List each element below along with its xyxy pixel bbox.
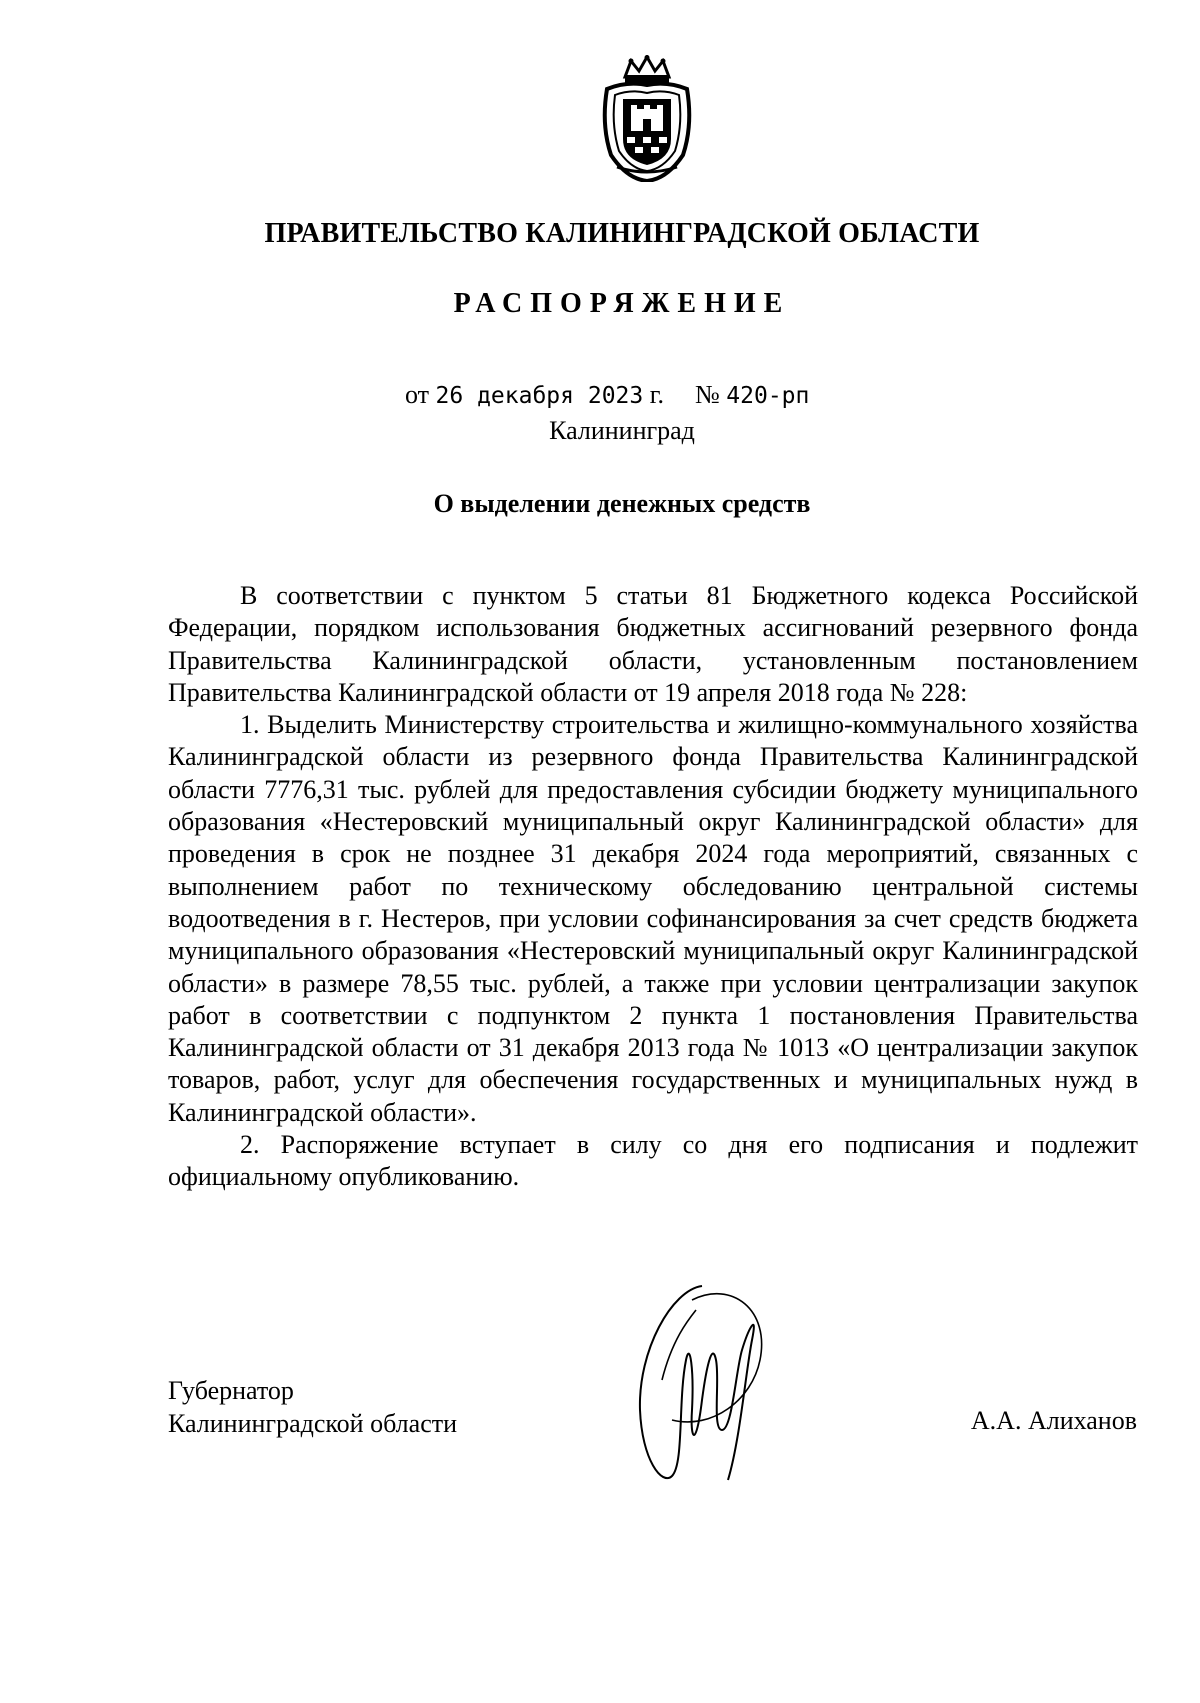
position-line-2: Калининградской области [168, 1409, 458, 1438]
document-body [168, 580, 1138, 1194]
handwritten-signature-icon [632, 1280, 772, 1490]
city: Калининград [549, 416, 695, 445]
signatory-name: А.А. Алиханов [970, 1406, 1137, 1435]
item-2-paragraph: 2. Распоряжение вступает в силу со дня его подписания и подлежит официальному опубликованию. [168, 1130, 1138, 1192]
year-suffix: г. [649, 380, 664, 409]
date-prefix: от [405, 380, 430, 409]
document-type: РАСПОРЯЖЕНИЕ [453, 288, 791, 319]
number-prefix: № [694, 380, 720, 409]
preamble-paragraph: В соответствии с пунктом 5 статьи 81 Бюджетного кодекса Российской Федерации, порядком использования бюджетных ассигнований резервного фонда Правительства Калининградской области, установленным постановлением Правительства Калининградской области от 19 апреля 2018 года № 228: [168, 581, 1138, 707]
document-subject: О выделении денежных средств [433, 489, 811, 518]
government-title: ПРАВИТЕЛЬСТВО КАЛИНИНГРАДСКОЙ ОБЛАСТИ [264, 218, 980, 249]
document-number: 420-рп [726, 383, 810, 409]
item-1-paragraph: 1. Выделить Министерству строительства и жилищно-коммунального хозяйства Калининградской области из резервного фонда Правительства Калининградской области 7776,31 тыс. рублей для предоставления субсидии бюджету муниципального образования «Нестеровский муниципальный округ Калининградской области» для проведения в срок не позднее 31 декабря 2024 года мероприятий, связанных с выполнением работ по техническому обследованию центральной системы водоотведения в г. Нестеров, при условии софинансирования за счет средств бюджета муниципального образования «Нестеровский муниципальный округ Калининградской области» в размере 78,55 тыс. рублей, а также при условии централизации закупок работ в соответствии с подпунктом 2 пункта 1 постановления Правительства Калининградской области от 31 декабря 2013 года № 1013 «О централизации закупок товаров, работ, услуг для обеспечения государственных и муниципальных нужд в Калининградской области». [168, 710, 1138, 1127]
position-line-1: Губернатор [168, 1376, 294, 1405]
coat-of-arms-icon [597, 55, 697, 182]
issue-date-line [405, 380, 809, 410]
signatory-position [168, 1374, 457, 1440]
date-value: 26 декабря 2023 [435, 383, 644, 409]
